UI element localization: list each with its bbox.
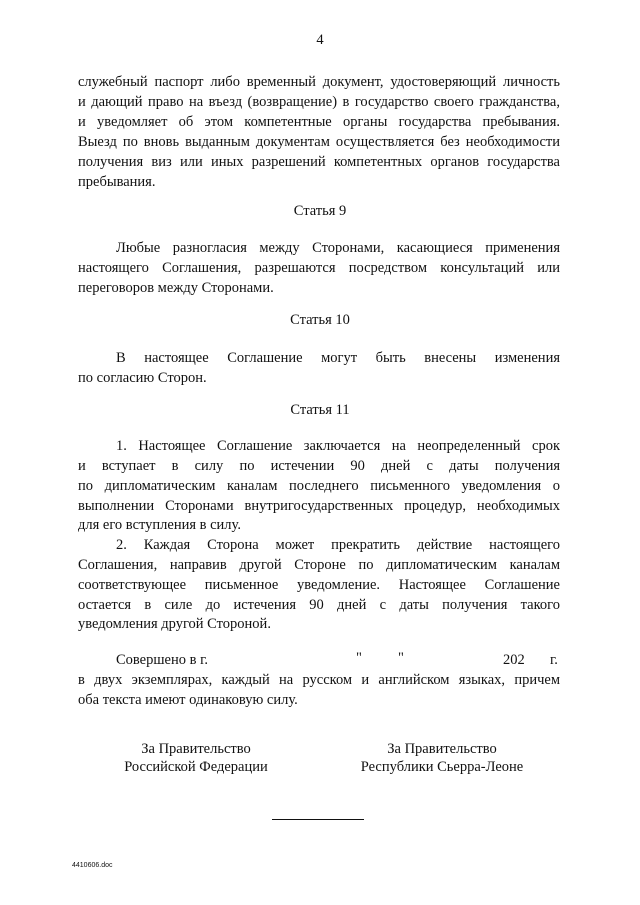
signature-left-line-1: За Правительство (141, 741, 251, 757)
article-11-heading: Статья 11 (290, 402, 350, 418)
article-10-line-1: В настоящее Соглашение могут быть внесены изменения (116, 350, 560, 366)
intro-line-1: служебный паспорт либо временный документ, удостоверяющий личность (78, 74, 560, 90)
article-9-line-2: настоящего Соглашения, разрешаются посредством консультаций или (78, 260, 560, 276)
done-line-2: в двух экземплярах, каждый на русском и английском языках, причем (78, 672, 560, 688)
article-9-heading: Статья 9 (293, 203, 347, 219)
article-9-line-3: переговоров между Сторонами. (78, 280, 274, 296)
article-10-heading: Статья 10 (290, 312, 350, 328)
intro-line-4: Выезд по вновь выданным документам осуществляется без необходимости (78, 134, 560, 150)
article-11-p2-line-2: Соглашения, направив другой Стороне по дипломатическим каналам (78, 557, 560, 573)
page-number: 4 (316, 32, 324, 48)
signature-block-russia (76, 740, 316, 776)
article-10-line-2: по согласию Сторон. (78, 370, 207, 386)
done-quote-close: " (398, 650, 404, 666)
done-quote-open: " (356, 650, 362, 666)
article-11-p2-line-4: остается в силе до истечения 90 дней с даты получения такого (78, 597, 560, 613)
done-year: 202 (503, 652, 525, 668)
intro-line-6: пребывания. (78, 174, 156, 190)
done-line-3: оба текста имеют одинаковую силу. (78, 692, 298, 708)
intro-line-5: получения виз или иных разрешений компетентных органов государства (78, 154, 560, 170)
article-11-p2-line-5: уведомления другой Стороной. (78, 616, 271, 632)
article-11-p1-line-3: по дипломатическим каналам последнего письменного уведомления о (78, 478, 560, 494)
signature-block-sierra-leone (322, 740, 562, 776)
article-11-p1-line-5: для его вступления в силу. (78, 517, 241, 533)
signature-left-line-2: Российской Федерации (124, 759, 268, 775)
article-11-p1-line-4: выполнении Сторонами внутригосударственных процедур, необходимых (78, 498, 560, 514)
closing-rule (272, 819, 364, 820)
done-prefix: Совершено в г. (116, 652, 209, 668)
intro-line-3: и уведомляет об этом компетентные органы государства пребывания. (78, 114, 560, 130)
intro-line-2: и дающий право на въезд (возвращение) в государство своего гражданства, (78, 94, 560, 110)
done-year-suffix: г. (550, 652, 558, 668)
article-9-line-1: Любые разногласия между Сторонами, касающиеся применения (116, 240, 560, 256)
article-11-p1-line-2: и вступает в силу по истечении 90 дней с даты получения (78, 458, 560, 474)
article-11-p2-line-1: 2. Каждая Сторона может прекратить действие настоящего (116, 537, 560, 553)
signature-right-line-1: За Правительство (387, 741, 497, 757)
article-11-p1-line-1: 1. Настоящее Соглашение заключается на неопределенный срок (116, 438, 560, 454)
signature-right-line-2: Республики Сьерра-Леоне (360, 759, 524, 775)
article-11-p2-line-3: соответствующее письменное уведомление. Настоящее Соглашение (78, 577, 560, 593)
footer-file-code: 4410606.doc (72, 862, 113, 869)
